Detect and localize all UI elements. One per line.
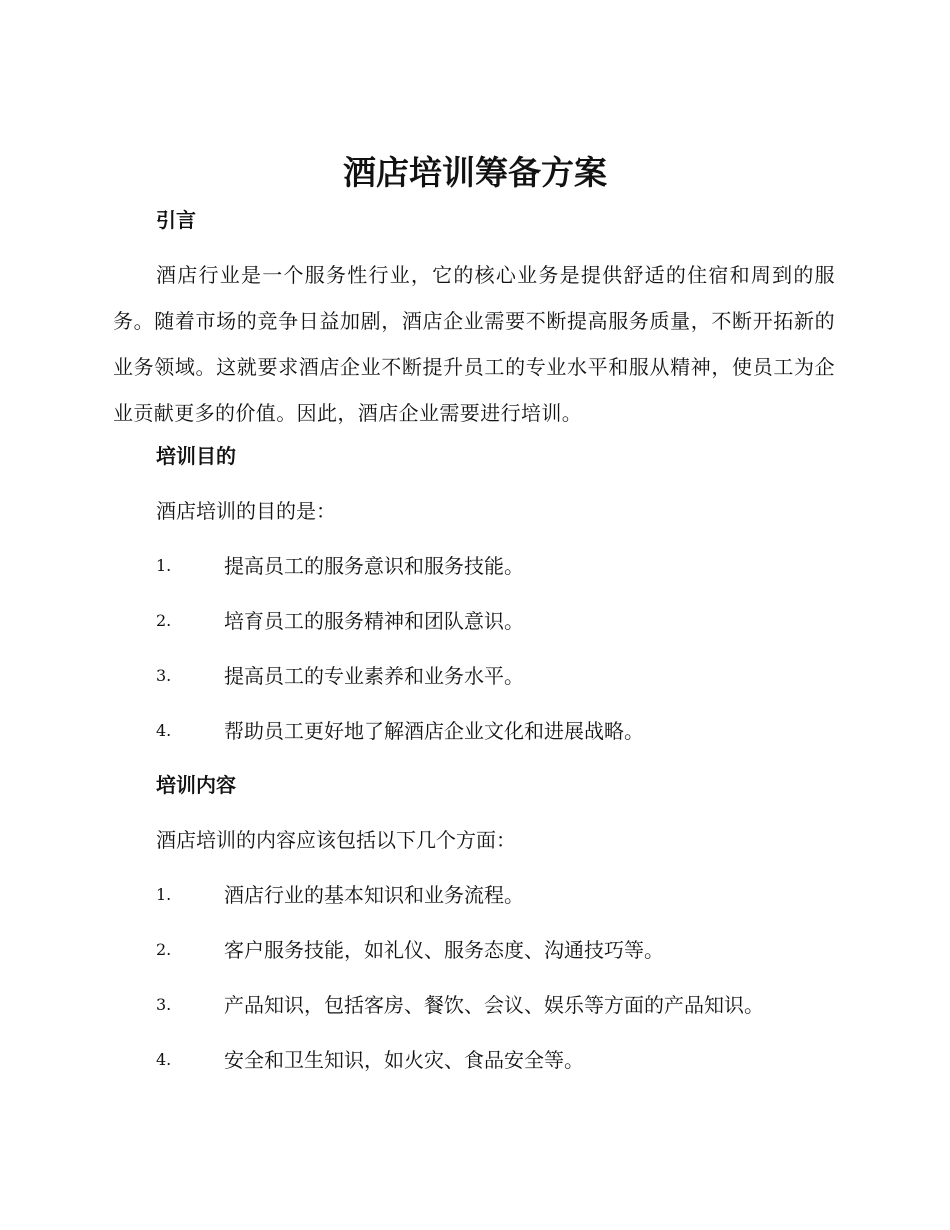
list-item-text: 提高员工的专业素养和业务水平。	[224, 664, 524, 688]
list-item-number: 4.	[156, 1050, 172, 1069]
introduction-paragraph: 酒店行业是一个服务性行业，它的核心业务是提供舒适的住宿和周到的服务。随着市场的竞争日益加剧，酒店企业需要不断提高服务质量，不断开拓新的业务领域。这就要求酒店企业不断提升员工的专业水平和服从精神，使员工为企业贡献更多的价值。因此，酒店企业需要进行培训。	[113, 263, 835, 425]
list-item-number: 1.	[156, 556, 172, 575]
list-item-text: 帮助员工更好地了解酒店企业文化和进展战略。	[224, 719, 644, 743]
section-heading-training-purpose: 培训目的	[156, 444, 236, 468]
list-item-text: 酒店行业的基本知识和业务流程。	[224, 883, 524, 907]
list-item-number: 4.	[156, 721, 172, 740]
list-item-number: 1.	[156, 885, 172, 904]
list-item-text: 提高员工的服务意识和服务技能。	[224, 554, 524, 578]
list-item-number: 2.	[156, 940, 172, 959]
list-item-number: 3.	[156, 666, 172, 685]
document-title: 酒店培训筹备方案	[343, 153, 607, 192]
list-item-text: 培育员工的服务精神和团队意识。	[224, 609, 524, 633]
list-item-text: 客户服务技能，如礼仪、服务态度、沟通技巧等。	[224, 938, 664, 962]
list-item-text: 安全和卫生知识，如火灾、食品安全等。	[224, 1048, 584, 1072]
list-item-number: 3.	[156, 995, 172, 1014]
training-content-intro: 酒店培训的内容应该包括以下几个方面：	[156, 828, 516, 852]
list-item-number: 2.	[156, 611, 172, 630]
section-heading-training-content: 培训内容	[156, 773, 236, 797]
training-purpose-intro: 酒店培训的目的是：	[156, 499, 336, 523]
list-item-text: 产品知识，包括客房、餐饮、会议、娱乐等方面的产品知识。	[224, 993, 764, 1017]
section-heading-introduction: 引言	[156, 208, 196, 232]
